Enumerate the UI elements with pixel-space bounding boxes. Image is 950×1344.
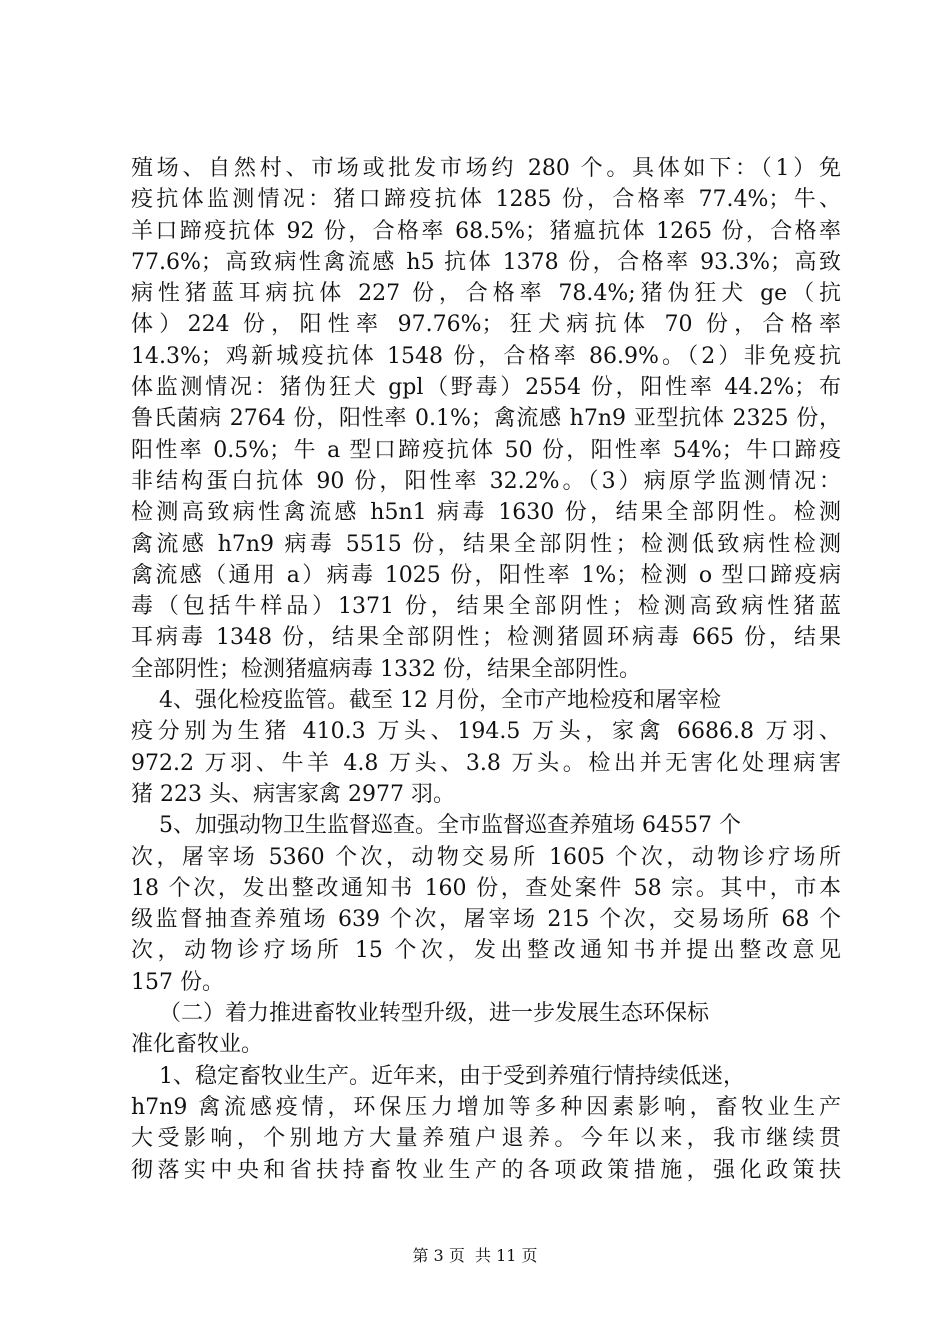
- text-line: 体监测情况：猪伪狂犬 gpl（野毒）2554 份，阳性率 44.2%；布: [131, 375, 841, 401]
- text-line: 972.2 万羽、牛羊 4.8 万头、3.8 万头。检出并无害化处理病害: [131, 750, 841, 776]
- text-line: 4、强化检疫监管。截至 12 月份，全市产地检疫和屠宰检: [131, 688, 721, 714]
- text-line: 全部阴性；检测猪瘟病毒 1332 份，结果全部阴性。: [131, 656, 641, 682]
- text-line: 非结构蛋白抗体 90 份，阳性率 32.2%。（3）病原学监测情况：: [131, 468, 841, 494]
- text-line: 禽流感（通用 a）病毒 1025 份，阳性率 1%；检测 o 型口蹄疫病: [131, 562, 841, 588]
- text-line: 157 份。: [131, 969, 224, 995]
- text-line: 疫抗体监测情况：猪口蹄疫抗体 1285 份，合格率 77.4%；牛、: [131, 187, 841, 213]
- body-text: [131, 153, 841, 1186]
- text-line: 阳性率 0.5%；牛 a 型口蹄疫抗体 50 份，阳性率 54%；牛口蹄疫: [131, 437, 841, 463]
- text-line: 77.6%；高致病性禽流感 h5 抗体 1378 份，合格率 93.3%；高致: [131, 249, 841, 275]
- text-line: 体）224 份，阳性率 97.76%；狂犬病抗体 70 份，合格率: [131, 312, 841, 338]
- text-line: 毒（包括牛样品）1371 份，结果全部阴性；检测高致病性猪蓝: [131, 594, 841, 620]
- text-line: 疫分别为生猪 410.3 万头、194.5 万头，家禽 6686.8 万羽、: [131, 719, 841, 745]
- page-footer: 第 3 页 共 11 页: [412, 1246, 538, 1265]
- text-line: 耳病毒 1348 份，结果全部阴性；检测猪圆环病毒 665 份，结果: [131, 625, 841, 651]
- text-line: 禽流感 h7n9 病毒 5515 份，结果全部阴性；检测低致病性检测: [131, 531, 841, 557]
- text-line: 次，动物诊疗场所 15 个次，发出整改通知书并提出整改意见: [131, 938, 841, 964]
- text-line: 18 个次，发出整改通知书 160 份，查处案件 58 宗。其中，市本: [131, 875, 841, 901]
- text-line: 1、稳定畜牧业生产。近年来，由于受到养殖行情持续低迷，: [131, 1063, 745, 1089]
- text-line: 猪 223 头、病害家禽 2977 羽。: [131, 781, 455, 807]
- text-line: 准化畜牧业。: [131, 1032, 264, 1058]
- text-line: 14.3%；鸡新城疫抗体 1548 份，合格率 86.9%。（2）非免疫抗: [131, 343, 841, 369]
- text-line: 5、加强动物卫生监督巡查。全市监督巡查养殖场 64557 个: [131, 813, 741, 839]
- text-line: h7n9 禽流感疫情，环保压力增加等多种因素影响，畜牧业生产: [131, 1094, 841, 1120]
- text-line: 大受影响，个别地方大量养殖户退养。今年以来，我市继续贯: [131, 1126, 841, 1152]
- text-line: 殖场、自然村、市场或批发市场约 280 个。具体如下：（1）免: [131, 156, 841, 181]
- text-line: 彻落实中央和省扶持畜牧业生产的各项政策措施，强化政策扶: [131, 1157, 841, 1183]
- text-line: 次，屠宰场 5360 个次，动物交易所 1605 个次，动物诊疗场所: [131, 844, 841, 870]
- text-line: （二）着力推进畜牧业转型升级，进一步发展生态环保标: [131, 1001, 709, 1027]
- text-line: 鲁氏菌病 2764 份，阳性率 0.1%；禽流感 h7n9 亚型抗体 2325 份，: [131, 406, 841, 432]
- text-line: 检测高致病性禽流感 h5n1 病毒 1630 份，结果全部阴性。检测: [131, 500, 841, 526]
- text-line: 羊口蹄疫抗体 92 份，合格率 68.5%；猪瘟抗体 1265 份，合格率: [131, 218, 841, 244]
- text-line: 级监督抽查养殖场 639 个次，屠宰场 215 个次，交易场所 68 个: [131, 907, 841, 933]
- text-line: 病性猪蓝耳病抗体 227 份，合格率 78.4%;猪伪狂犬 ge（抗: [131, 281, 841, 307]
